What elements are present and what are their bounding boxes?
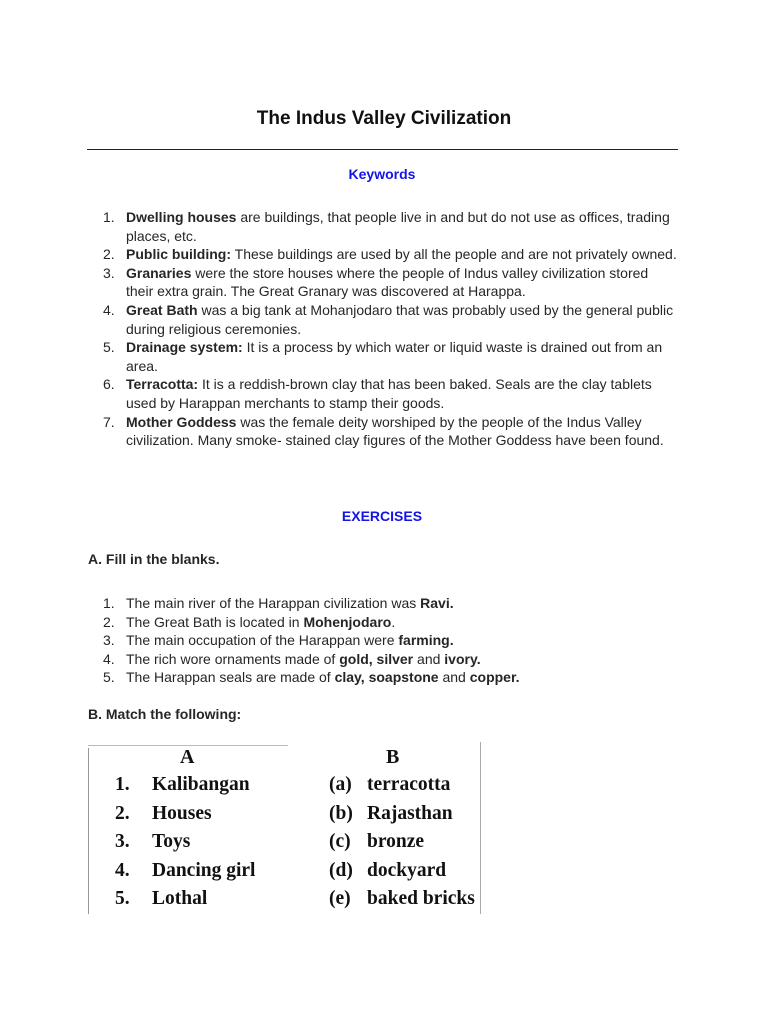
keywords-heading: Keywords xyxy=(348,166,416,182)
column-a-header: A xyxy=(180,746,195,768)
item-number: 6. xyxy=(103,376,115,393)
keywords-list xyxy=(0,208,678,450)
match-letter: (c) xyxy=(329,831,351,852)
match-row-number: 5. xyxy=(115,888,130,909)
match-letter: (e) xyxy=(329,888,351,909)
match-row-number: 3. xyxy=(115,831,130,852)
keyword-item xyxy=(0,375,678,412)
match-item-a: Kalibangan xyxy=(152,774,250,795)
item-number: 3. xyxy=(103,264,115,281)
match-table-image xyxy=(88,742,481,914)
match-item-a: Dancing girl xyxy=(152,860,256,881)
match-row xyxy=(88,831,481,859)
match-item-a: Toys xyxy=(152,831,191,852)
blank-text: The Great Bath is located in xyxy=(126,613,304,630)
match-row-number: 4. xyxy=(115,860,130,881)
keyword-term: Granaries xyxy=(126,264,192,281)
keyword-definition: was the female deity worshiped by the people of the Indus Valley civilization. Many smoke- stained clay figures of the Mother Goddess have been found. xyxy=(126,413,664,449)
match-the-following-heading: B. Match the following: xyxy=(88,706,242,722)
item-number: 7. xyxy=(103,413,115,430)
match-letter: (b) xyxy=(329,803,353,824)
keyword-definition: It is a process by which water or liquid waste is drained out from an area. xyxy=(126,339,663,374)
item-number: 4. xyxy=(103,650,115,667)
blank-item xyxy=(0,668,678,687)
keyword-item xyxy=(0,338,678,375)
blank-text: The main occupation of the Harappan were xyxy=(126,632,399,649)
fill-in-blanks-list xyxy=(0,594,678,687)
fill-in-blanks-heading: A. Fill in the blanks. xyxy=(88,551,220,567)
item-number: 3. xyxy=(103,632,115,649)
item-number: 2. xyxy=(103,613,115,630)
match-row xyxy=(88,888,481,916)
blank-answer: copper. xyxy=(469,669,520,686)
blank-answer: ivory. xyxy=(444,650,481,667)
keyword-term: Dwelling houses xyxy=(126,209,237,225)
keyword-definition: was a big tank at Mohanjodaro that was probably used by the general public during religious ceremonies. xyxy=(126,301,674,337)
blank-text: and xyxy=(413,650,445,667)
keyword-term: Mother Goddess xyxy=(126,413,237,430)
item-number: 2. xyxy=(103,246,115,263)
keyword-term: Public building: xyxy=(126,246,231,263)
keyword-item xyxy=(0,264,678,301)
match-item-b: baked bricks xyxy=(367,888,475,909)
blank-answer: Ravi. xyxy=(420,595,454,611)
match-item-b: terracotta xyxy=(367,774,451,795)
match-row xyxy=(88,860,481,888)
match-row xyxy=(88,774,481,802)
keyword-term: Great Bath xyxy=(126,301,198,318)
title-divider xyxy=(87,149,678,150)
match-letter: (a) xyxy=(329,774,352,795)
keyword-item xyxy=(0,301,678,338)
blank-item xyxy=(0,650,678,669)
keyword-definition: These buildings are used by all the people and are not privately owned. xyxy=(231,246,677,263)
match-letter: (d) xyxy=(329,860,353,881)
item-number: 5. xyxy=(103,339,115,356)
match-row xyxy=(88,803,481,831)
blank-item xyxy=(0,631,678,650)
keyword-definition: are buildings, that people live in and but do not use as offices, trading places, etc. xyxy=(126,209,670,244)
keyword-term: Terracotta: xyxy=(126,376,199,393)
item-number: 4. xyxy=(103,301,115,318)
keyword-definition: It is a reddish-brown clay that has been baked. Seals are the clay tablets used by Harappan merchants to stamp their goods. xyxy=(126,376,652,411)
keyword-definition: were the store houses where the people of Indus valley civilization stored their extra grain. The Great Granary was discovered at Harappa. xyxy=(126,264,649,300)
blank-answer: gold, silver xyxy=(339,650,414,667)
exercises-heading: EXERCISES xyxy=(341,508,423,524)
blank-item xyxy=(0,594,678,613)
keyword-item xyxy=(0,413,678,450)
column-b-header: B xyxy=(386,746,400,768)
item-number: 5. xyxy=(103,669,115,686)
blank-text: The rich wore ornaments made of xyxy=(126,650,340,667)
blank-answer: Mohenjodaro xyxy=(303,613,392,630)
blank-item xyxy=(0,613,678,632)
keyword-item xyxy=(0,245,678,264)
blank-answer: clay, soapstone xyxy=(334,669,439,686)
blank-answer: farming. xyxy=(398,632,454,649)
document-title: The Indus Valley Civilization xyxy=(256,108,512,129)
item-number: 1. xyxy=(103,209,115,225)
match-row-number: 1. xyxy=(115,774,130,795)
match-item-a: Houses xyxy=(152,803,212,824)
match-item-b: bronze xyxy=(367,831,425,852)
blank-text: The main river of the Harappan civilization was xyxy=(126,595,421,611)
match-item-b: Rajasthan xyxy=(367,803,453,824)
blank-text: . xyxy=(391,613,396,630)
blank-text: The Harappan seals are made of xyxy=(126,669,335,686)
item-number: 1. xyxy=(103,595,115,611)
match-row-number: 2. xyxy=(115,803,130,824)
blank-text: and xyxy=(438,669,470,686)
match-item-a: Lothal xyxy=(152,888,208,909)
keyword-term: Drainage system: xyxy=(126,339,243,356)
keyword-item xyxy=(0,208,678,245)
match-item-b: dockyard xyxy=(367,860,447,881)
